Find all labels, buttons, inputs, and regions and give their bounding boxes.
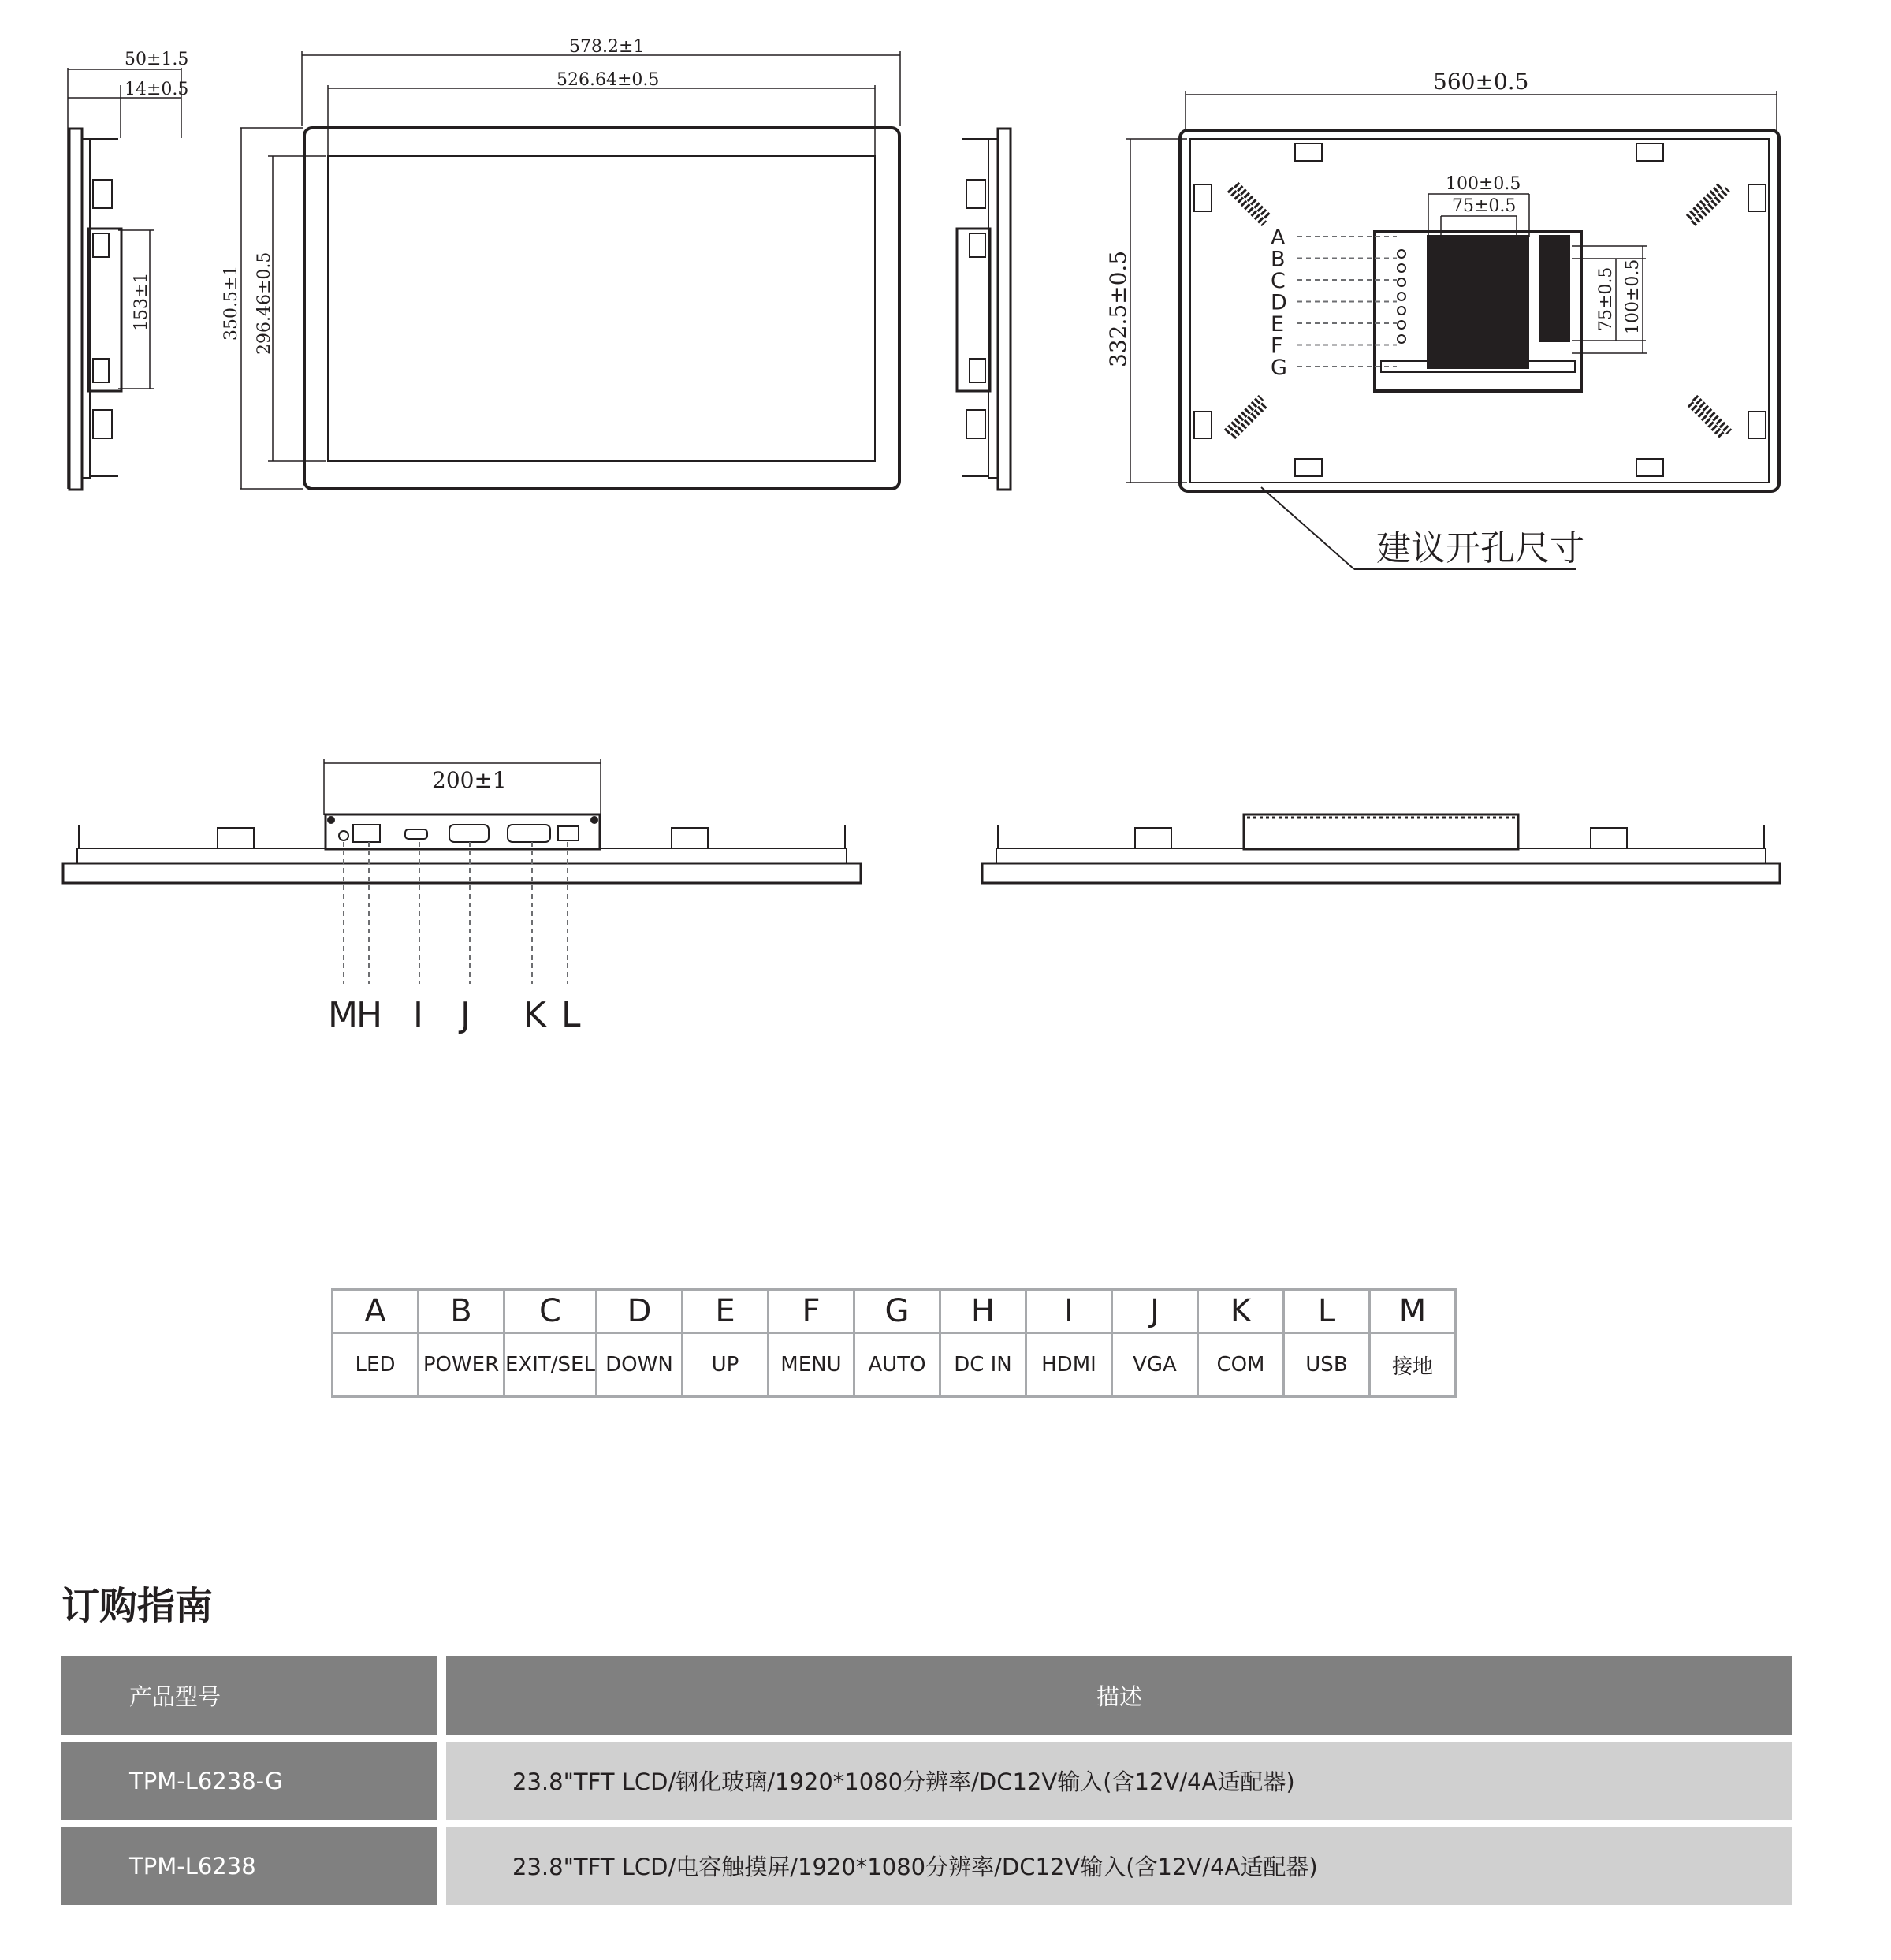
dim-side-depth-total: 50±1.5 (125, 50, 189, 69)
bottom-view-plain (982, 814, 1780, 883)
port-letter: E (682, 1290, 768, 1333)
port-callout-label: M (328, 995, 358, 1035)
dim-front-view-height: 296.46±0.5 (255, 252, 274, 355)
port-name: POWER (419, 1333, 504, 1397)
port-letter: G (854, 1290, 940, 1333)
header-desc: 描述 (446, 1656, 1792, 1735)
port-name: AUTO (854, 1333, 940, 1397)
row-desc: 23.8"TFT LCD/电容触摸屏/1920*1080分辨率/DC12V输入(含12V/4A适配器) (446, 1827, 1792, 1905)
port-letter: M (1369, 1290, 1455, 1333)
dim-vesa-outer-vertical: 100±0.5 (1623, 259, 1643, 334)
port-name: USB (1283, 1333, 1369, 1397)
button-callout-label: C (1271, 269, 1286, 293)
dim-rear-height: 332.5±0.5 (1105, 250, 1131, 367)
port-name: 接地 (1369, 1333, 1455, 1397)
button-callout-label: F (1271, 333, 1283, 359)
button-callout-label: E (1271, 312, 1285, 337)
port-name: DOWN (596, 1333, 682, 1397)
button-callout-label: D (1271, 290, 1287, 315)
port-callout-label: H (356, 995, 383, 1035)
right-side-view (957, 129, 1011, 490)
port-callout-label: L (561, 995, 581, 1035)
cutout-note: 建议开孔尺寸 (1376, 528, 1584, 568)
port-name: UP (682, 1333, 768, 1397)
port-labels (328, 995, 581, 1035)
port-letter: D (596, 1290, 682, 1333)
port-letter: I (1026, 1290, 1111, 1333)
port-letter: L (1283, 1290, 1369, 1333)
port-letter: H (940, 1290, 1026, 1333)
port-letter-row (333, 1290, 1456, 1333)
port-legend-table (331, 1288, 1457, 1398)
left-side-view (68, 50, 188, 490)
port-letter: J (1111, 1290, 1197, 1333)
front-view (221, 37, 900, 489)
port-letter: C (504, 1290, 597, 1333)
port-callout-label: K (523, 995, 546, 1035)
port-callout-label: I (413, 995, 423, 1035)
port-letter: A (333, 1290, 419, 1333)
order-guide-table (61, 1649, 1792, 1912)
port-name: DC IN (940, 1333, 1026, 1397)
dim-vesa-outer: 100±0.5 (1446, 174, 1521, 194)
row-desc: 23.8"TFT LCD/钢化玻璃/1920*1080分辨率/DC12V输入(含12V/4A适配器) (446, 1742, 1792, 1820)
port-name: COM (1197, 1333, 1283, 1397)
row-model: TPM-L6238 (61, 1827, 437, 1905)
table-row (61, 1742, 1792, 1820)
bottom-view-ports (63, 759, 861, 984)
button-callout-label: G (1271, 356, 1287, 380)
button-labels (1271, 225, 1397, 380)
port-name: LED (333, 1333, 419, 1397)
button-callout-label: B (1271, 247, 1286, 272)
dim-front-width: 578.2±1 (569, 37, 645, 57)
order-table-header (61, 1656, 1792, 1735)
dim-side-depth-front: 14±0.5 (125, 80, 189, 99)
dim-rear-width: 560±0.5 (1433, 69, 1529, 95)
order-guide-title: 订购指南 (61, 1584, 214, 1628)
port-letter: F (768, 1290, 854, 1333)
port-name: EXIT/SEL (504, 1333, 597, 1397)
dim-vesa-inner: 75±0.5 (1452, 196, 1517, 216)
port-name-row (333, 1333, 1456, 1397)
port-letter: K (1197, 1290, 1283, 1333)
header-model: 产品型号 (61, 1656, 437, 1735)
row-model: TPM-L6238-G (61, 1742, 437, 1820)
button-callout-label: A (1271, 225, 1286, 250)
port-name: HDMI (1026, 1333, 1111, 1397)
port-callout-label: J (460, 995, 471, 1035)
rear-view (1105, 69, 1779, 569)
port-letter: B (419, 1290, 504, 1333)
dim-front-height: 350.5±1 (221, 265, 241, 341)
table-row (61, 1827, 1792, 1905)
dim-vesa-inner-vertical: 75±0.5 (1596, 266, 1616, 331)
port-name: VGA (1111, 1333, 1197, 1397)
port-name: MENU (768, 1333, 854, 1397)
dim-box-width: 200±1 (432, 767, 507, 793)
dim-front-view-width: 526.64±0.5 (557, 70, 660, 90)
dim-side-bracket-span: 153±1 (132, 272, 151, 331)
